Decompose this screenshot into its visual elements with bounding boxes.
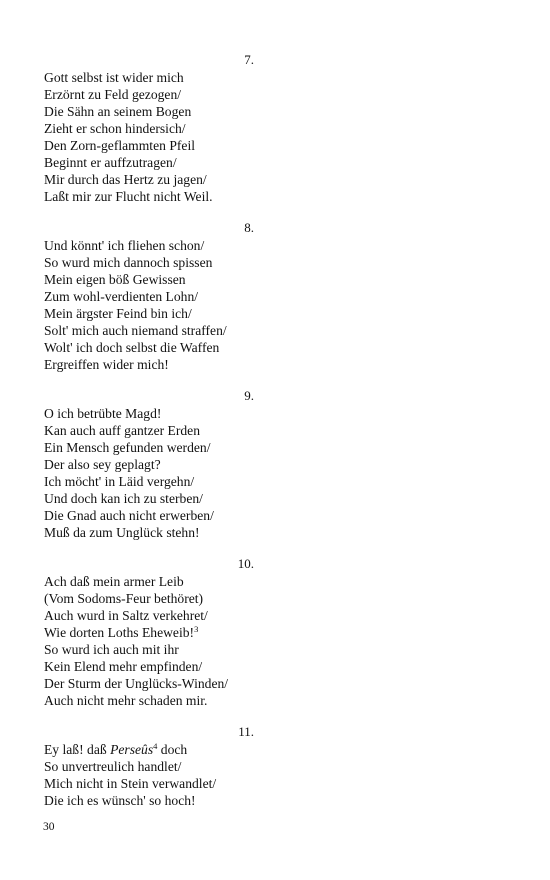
verse-line: Mir durch das Hertz zu jagen/ bbox=[44, 172, 207, 187]
verse-line: O ich betrübte Magd! bbox=[44, 406, 162, 421]
stanza-9 bbox=[44, 388, 484, 541]
verse-line: Und könnt' ich fliehen schon/ bbox=[44, 238, 205, 253]
verse-line: Ach daß mein armer Leib bbox=[44, 574, 184, 589]
footnote-mark: 4 bbox=[153, 741, 158, 751]
verse-line: Gott selbst ist wider mich bbox=[44, 70, 184, 85]
verse-line: Und doch kan ich zu sterben/ bbox=[44, 491, 203, 506]
verse-line: So unvertreulich handlet/ bbox=[44, 759, 182, 774]
verse-line: Der Sturm der Unglücks-Winden/ bbox=[44, 676, 229, 691]
verse-line: Muß da zum Unglück stehn! bbox=[44, 525, 200, 540]
verse-text: Wie dorten Loths Eheweib! bbox=[44, 625, 195, 640]
verse-line-with-footnote bbox=[44, 741, 484, 758]
verse-line: Mein ärgster Feind bin ich/ bbox=[44, 306, 192, 321]
verse-line: Den Zorn-geflammten Pfeil bbox=[44, 138, 195, 153]
verse-line: Zieht er schon hindersich/ bbox=[44, 121, 186, 136]
stanza-number: 7. bbox=[244, 52, 254, 67]
verse-line: So wurd mich dannoch spissen bbox=[44, 255, 213, 270]
verse-line: Erzörnt zu Feld gezogen/ bbox=[44, 87, 182, 102]
footnote-mark: 3 bbox=[194, 624, 199, 634]
verse-text: doch bbox=[157, 742, 188, 757]
verse-text: Ey laß! daß bbox=[44, 742, 107, 757]
verse-line: Die Gnad auch nicht erwerben/ bbox=[44, 508, 214, 523]
stanza-number: 8. bbox=[244, 220, 254, 235]
verse-line: Ergreiffen wider mich! bbox=[44, 357, 169, 372]
verse-line: Ich möcht' in Läid vergehn/ bbox=[44, 474, 195, 489]
verse-line-with-footnote bbox=[44, 624, 484, 641]
verse-line: (Vom Sodoms-Feur bethöret) bbox=[44, 591, 204, 606]
verse-line: Zum wohl-verdienten Lohn/ bbox=[44, 289, 199, 304]
verse-line: Mich nicht in Stein verwandlet/ bbox=[44, 776, 217, 791]
perseus-name: Perseûs bbox=[110, 742, 154, 757]
stanza-10 bbox=[44, 556, 484, 709]
stanza-number: 11. bbox=[238, 724, 254, 739]
verse-line: Laßt mir zur Flucht nicht Weil. bbox=[44, 189, 213, 204]
stanza-number: 10. bbox=[237, 556, 254, 571]
verse-line: So wurd ich auch mit ihr bbox=[44, 642, 179, 657]
verse-line: Kan auch auff gantzer Erden bbox=[44, 423, 200, 438]
verse-line: Beginnt er auffzutragen/ bbox=[44, 155, 177, 170]
verse-line: Solt' mich auch niemand straffen/ bbox=[44, 323, 227, 338]
verse-line: Wolt' ich doch selbst die Waffen bbox=[44, 340, 220, 355]
verse-line: Kein Elend mehr empfinden/ bbox=[44, 659, 203, 674]
stanza-8 bbox=[44, 220, 484, 373]
verse-line: Mein eigen böß Gewissen bbox=[44, 272, 186, 287]
page-number: 30 bbox=[43, 821, 55, 833]
stanza-11 bbox=[44, 724, 484, 809]
verse-line: Ein Mensch gefunden werden/ bbox=[44, 440, 211, 455]
verse-line: Auch nicht mehr schaden mir. bbox=[44, 693, 208, 708]
verse-line: Auch wurd in Saltz verkehret/ bbox=[44, 608, 208, 623]
verse-line: Die ich es wünsch' so hoch! bbox=[44, 793, 196, 808]
verse-line: Die Sähn an seinem Bogen bbox=[44, 104, 192, 119]
stanza-number: 9. bbox=[244, 388, 254, 403]
stanza-7 bbox=[44, 52, 484, 205]
verse-line: Der also sey geplagt? bbox=[44, 457, 161, 472]
